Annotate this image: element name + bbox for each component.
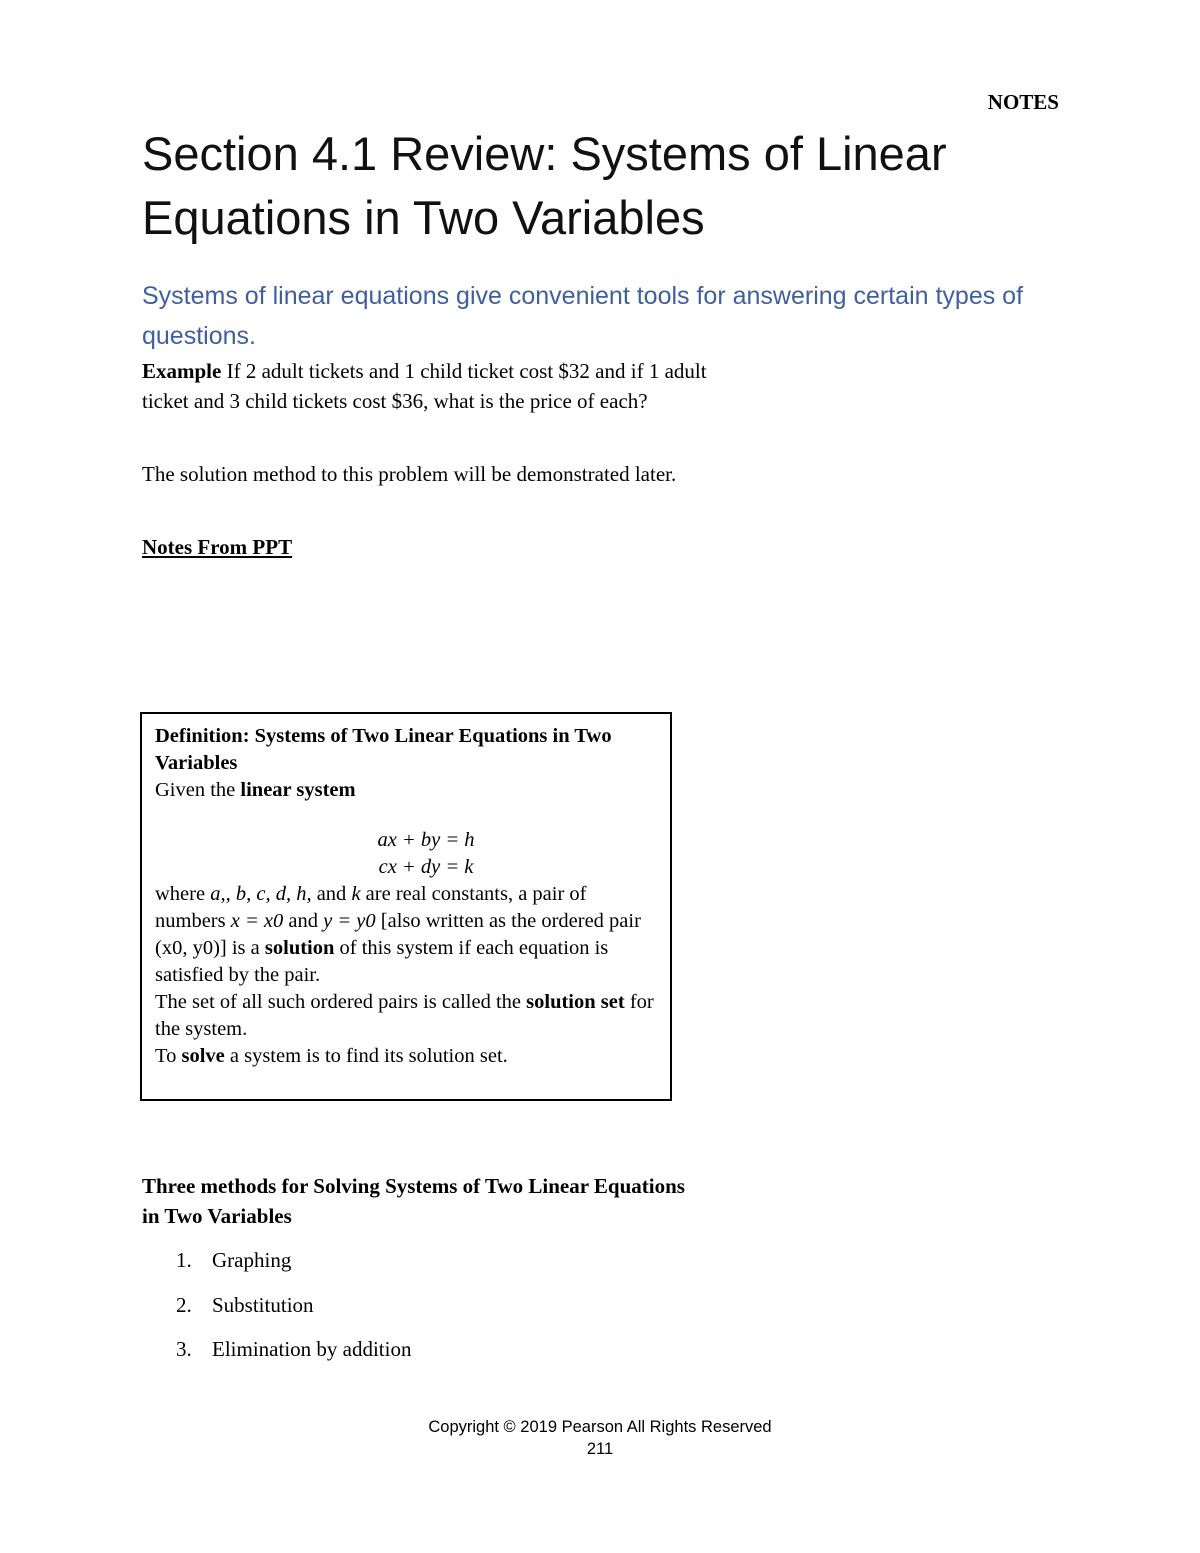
and-word: and xyxy=(283,910,324,932)
list-number: 1. xyxy=(176,1248,192,1272)
to-text: To xyxy=(155,1045,182,1067)
y-equation: y = y0 xyxy=(323,910,376,932)
list-label: Graphing xyxy=(212,1248,292,1272)
list-item xyxy=(142,1335,411,1380)
section-subtitle: Systems of linear equations give convenient tools for answering certain types of questions. xyxy=(142,282,1024,350)
and-text: and xyxy=(311,883,352,905)
set-text-end: for the system. xyxy=(155,991,654,1040)
list-label: Substitution xyxy=(212,1292,314,1317)
equation-1: ax + by = h xyxy=(377,829,475,851)
given-prefix: Given the xyxy=(155,779,241,801)
methods-list xyxy=(142,1246,411,1380)
real-constants-text: are real constants, a pair of numbers xyxy=(155,883,587,932)
list-item xyxy=(142,1246,411,1291)
copyright-text: Copyright © 2019 Pearson All Rights Reserved xyxy=(428,1418,772,1436)
example-followup: The solution method to this problem will be demonstrated later. xyxy=(142,462,677,486)
linear-system-term: linear system xyxy=(240,779,356,801)
ordered-pair-text: [also written as the ordered pair (x0, y0)] is a xyxy=(155,910,641,959)
definition-body xyxy=(155,881,657,989)
list-number: 3. xyxy=(176,1337,192,1361)
equation-2: cx + dy = k xyxy=(378,856,474,878)
example-label: Example xyxy=(142,359,222,383)
example-text: If 2 adult tickets and 1 child ticket cost $32 and if 1 adult ticket and 3 child tickets cost $36, what is the price of each? xyxy=(142,359,707,413)
notes-label: NOTES xyxy=(987,90,1059,114)
solve-text-end: a system is to find its solution set. xyxy=(224,1045,508,1067)
definition-box xyxy=(140,712,672,1101)
definition-given xyxy=(155,777,657,804)
list-label: Elimination by addition xyxy=(212,1337,412,1361)
solution-set-sentence xyxy=(155,989,657,1043)
ppt-notes-heading: Notes From PPT xyxy=(142,535,293,559)
methods-heading: Three methods for Solving Systems of Two Linear Equations in Two Variables xyxy=(142,1174,685,1228)
list-item xyxy=(142,1291,411,1336)
x-equation: x = x0 xyxy=(230,910,284,932)
page-footer xyxy=(0,1416,1200,1460)
constant-k: k xyxy=(351,883,361,905)
constants-list: a,, b, c, d, h, xyxy=(210,883,312,905)
example-paragraph xyxy=(142,357,717,416)
page-number: 211 xyxy=(586,1440,614,1458)
equation-block xyxy=(155,827,657,881)
solution-set-term: solution set xyxy=(526,991,625,1013)
set-text: The set of all such ordered pairs is called the xyxy=(155,991,527,1013)
where-text: where xyxy=(155,883,211,905)
solution-term: solution xyxy=(264,937,335,959)
list-number: 2. xyxy=(176,1292,192,1317)
definition-heading: Definition: Systems of Two Linear Equations in Two Variables xyxy=(155,725,612,774)
solve-sentence xyxy=(155,1043,657,1070)
satisfied-text: of this system if each equation is satisfied by the pair. xyxy=(155,937,609,986)
page-title: Section 4.1 Review: Systems of Linear Equations in Two Variables xyxy=(142,127,947,244)
solve-term: solve xyxy=(181,1045,225,1067)
